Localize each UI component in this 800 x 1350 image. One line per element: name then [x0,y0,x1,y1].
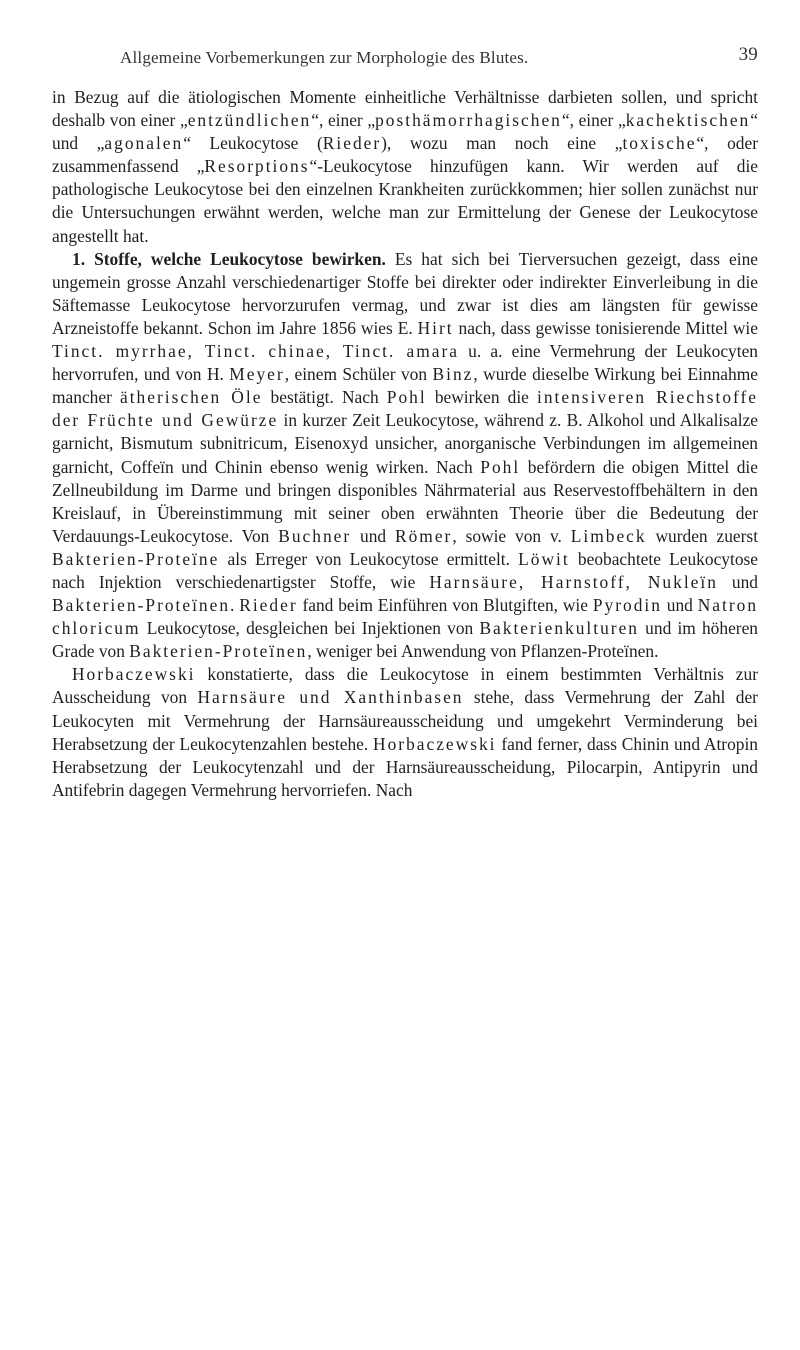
text-run: ), wozu man noch eine „ [381,133,623,154]
text-run: stehe, dass Vermehrung der Zahl der Leukocyten mit Vermehrung der Harnsäureausscheidung und umgekehrt Verminderung bei Herabsetzung der Leukocytenzahlen bestehe. [52,687,758,754]
spaced-term: Bakterien-Proteïnen [52,595,231,616]
text-run: bewirken die [426,387,538,408]
spaced-term: Binz [432,364,474,385]
paragraph [52,248,758,664]
spaced-term: Römer [395,525,453,546]
text-run: . [230,595,240,616]
spaced-term: toxische [622,133,697,154]
spaced-term: agonalen [104,133,184,154]
text-run: in Bezug auf die ätiologischen Momente einheitliche Verhältnisse darbieten sollen, und spricht deshalb von einer „ [52,87,758,131]
text-run: befördern die obigen Mittel die Zellneubildung im Darme und bringen disponibles Nährmaterial aus Reservestoffbehältern in den Kreislauf, in Übereinstimmung mit seiner oben erwähnten Theorie über die Bedeutung der Verdauungs-Leukocytose. Von [52,456,758,546]
text-run: “, einer „ [311,110,376,131]
text-run: fand beim Einführen von Blutgiften, wie [297,595,593,616]
book-page [52,40,758,802]
spaced-term: Limbeck [570,525,647,546]
spaced-term: Bakterien-Proteïnen [129,641,308,662]
spaced-term: Harnsäure, Harnstoff, Nukleïn [429,571,718,592]
text-run: wurden zuerst [646,525,759,546]
running-title: Allgemeine Vorbemerkungen zur Morphologie des Blutes. [120,48,529,67]
spaced-term: Rieder [239,595,298,616]
spaced-term: Meyer [229,364,285,385]
text-run: , sowie von v. [452,525,571,546]
spaced-term: Pohl [386,387,427,408]
spaced-term: intensiveren Riechstoffe der Früchte und Gewürze [52,387,758,431]
text-run: Es hat sich bei Tierversuchen gezeigt, dass eine ungemein grosse Anzahl verschiedenartiger Stoffe bei direkter oder indirekter Einverleibung in die Säftemasse Leukocytose hervorzurufen vermag, und zwar ist dies am längsten für gewisse Arzneistoffe bekannt. Schon im Jahre 1856 wies E. [52,248,758,338]
text-run: “ und „ [52,110,758,154]
spaced-term: kachektischen [625,110,751,131]
text-run: bestätigt. Nach [262,387,387,408]
text-run: “ Leukocytose ( [183,133,323,154]
spaced-term: Pohl [480,456,521,477]
text-run: als Erreger von Leukocytose ermittelt. [219,548,519,569]
spaced-term: Bakterien-Proteïne [52,548,220,569]
paragraph [52,86,758,248]
text-run: und [351,525,396,546]
text-run: “, einer „ [561,110,626,131]
spaced-term: Resorptions [204,156,310,177]
spaced-term: Hirt [417,317,454,338]
paragraph [52,663,758,802]
text-run: u. a. eine Vermehrung der Leukocyten hervorrufen, und von H. [52,341,758,385]
spaced-term: Bakterienkulturen [479,618,639,639]
spaced-term: Horbaczewski [72,664,196,685]
spaced-term: Tinct. myrrhae, Tinct. chinae, Tinct. amara [52,341,459,362]
page-number: 39 [738,44,758,65]
spaced-term: Pyrodin [592,595,662,616]
spaced-term: Löwit [518,548,570,569]
spaced-term: ätherischen Öle [120,387,263,408]
running-header [52,40,758,72]
text-run: , wurde dieselbe Wirkung bei Einnahme mancher [52,364,758,408]
text-run: und im höheren Grade von [52,618,758,662]
text-run: , weniger bei Anwendung von Pflanzen-Proteïnen. [307,641,659,662]
text-run: beobachtete Leukocytose nach Injektion verschiedenartigster Stoffe, wie [52,548,758,592]
text-run: und [661,595,698,616]
text-run: , einem Schüler von [284,364,433,385]
spaced-term: Horbaczewski [373,733,497,754]
spaced-term: Rieder [322,133,382,154]
text-run: in kurzer Zeit Leukocytose, während z. B. Alkohol und Alkalisalze garnicht, Bismutum subnitricum, Eisenoxyd unsicher, anorganische Verbindungen im allgemeinen garnicht, Coffeïn und Chinin ebenso wenig wirken. Nach [52,410,759,477]
body-text [52,86,758,802]
text-run: “, oder zusammenfassend „ [52,133,758,177]
spaced-term: entzündlichen [187,110,312,131]
text-run: konstatierte, dass die Leukocytose in einem bestimmten Verhältnis zur Ausscheidung von [52,664,758,708]
spaced-term: Natron chloricum [52,595,759,639]
spaced-term: Harnsäure und Xanthinbasen [197,687,464,708]
spaced-term: Buchner [278,525,352,546]
spaced-term: posthämorrhagischen [375,110,562,131]
text-run: “-Leukocytose hinzufügen kann. Wir werden auf die pathologische Leukocytose bei den einzelnen Krankheiten zurückkommen; hier sollen zunächst nur die Untersuchungen erwähnt werden, welche man zur Ermittelung der Genese der Leukocytose angestellt hat. [52,156,758,246]
text-run: fand ferner, dass Chinin und Atropin Herabsetzung der Leukocytenzahl und der Harnsäureausscheidung, Pilocarpin, Antipyrin und Antifebrin dagegen Vermehrung hervorriefen. Nach [52,733,758,800]
text-run: Leukocytose, desgleichen bei Injektionen von [140,618,480,639]
text-run: und [717,571,759,592]
text-run: nach, dass gewisse tonisierende Mittel wie [453,317,758,338]
section-heading: 1. Stoffe, welche Leukocytose bewirken. [72,248,386,269]
